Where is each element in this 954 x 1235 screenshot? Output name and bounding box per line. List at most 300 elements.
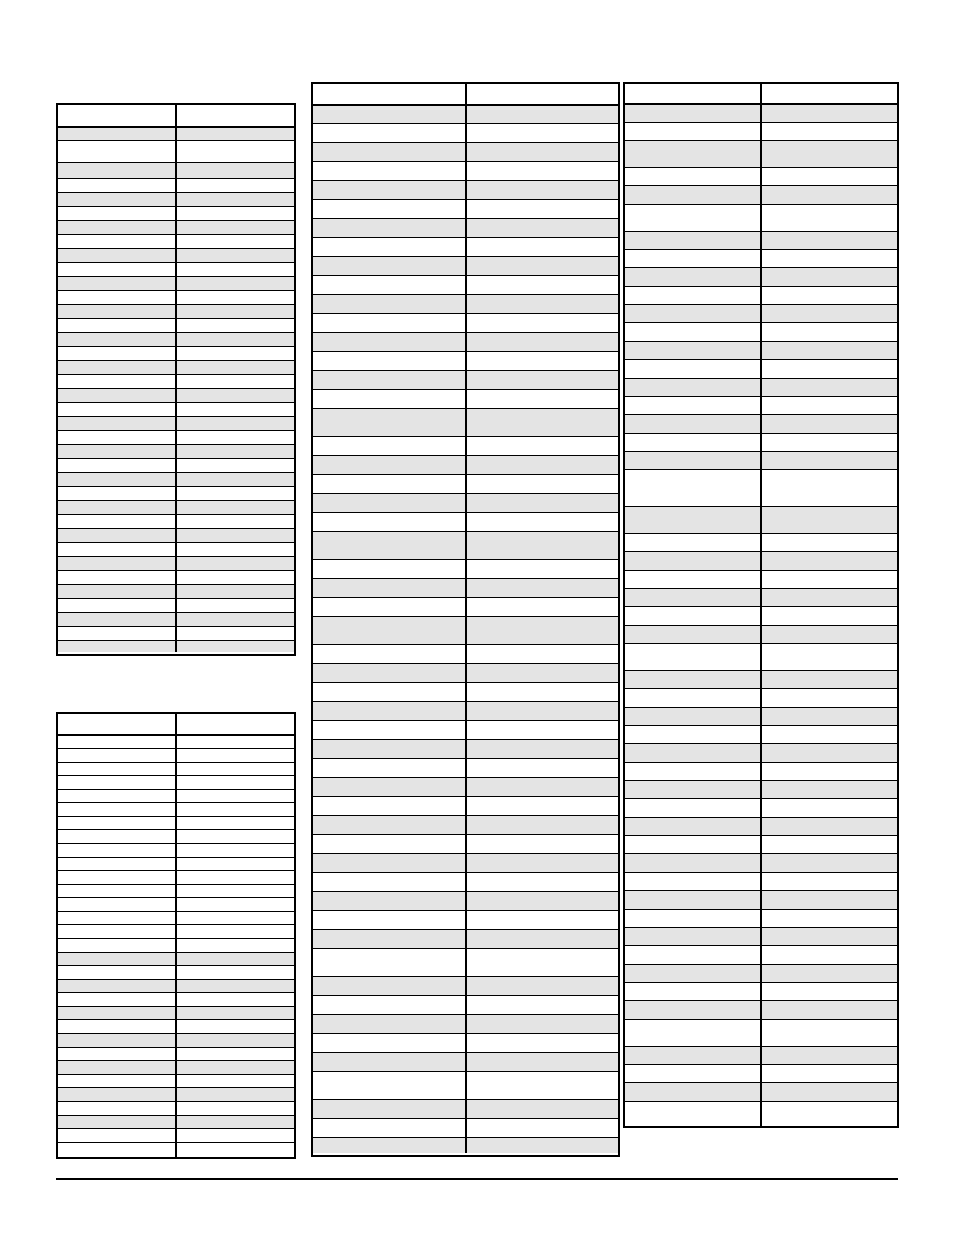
table-cell [58, 1075, 175, 1088]
table-row [58, 346, 294, 360]
table-cell [465, 257, 619, 275]
table-cell [313, 494, 465, 512]
table-cell [175, 235, 294, 248]
table-cell [58, 501, 175, 514]
table-row [625, 378, 897, 396]
table-row [58, 444, 294, 458]
table-cell [313, 1072, 465, 1099]
table-cell [760, 379, 897, 396]
table-cell [465, 617, 619, 644]
table-row [313, 616, 618, 644]
table-cell [313, 276, 465, 294]
table-row [58, 775, 294, 789]
table-cell [625, 671, 760, 688]
table-cell [175, 599, 294, 612]
table-row [58, 911, 294, 925]
table-cell [760, 534, 897, 551]
table-row [625, 551, 897, 569]
table-cell [760, 607, 897, 624]
table-row [313, 1014, 618, 1033]
table-cell [465, 702, 619, 720]
table-row [313, 313, 618, 332]
table-row [313, 332, 618, 351]
table-cell [465, 314, 619, 332]
table-cell [313, 930, 465, 948]
table-cell [465, 759, 619, 777]
table-cell [175, 445, 294, 458]
table-row [313, 351, 618, 370]
table-cell [625, 552, 760, 569]
table-cell [625, 818, 760, 835]
table-cell [465, 143, 619, 161]
table-cell [760, 781, 897, 798]
table-row [58, 332, 294, 346]
table-row [625, 231, 897, 249]
table-cell [313, 314, 465, 332]
table-cell [313, 996, 465, 1014]
table-row [625, 890, 897, 908]
table-cell [625, 571, 760, 588]
table-b [56, 712, 296, 1159]
table-cell [58, 249, 175, 262]
table-cell [58, 347, 175, 360]
table-cell [175, 389, 294, 402]
table-cell [58, 193, 175, 206]
table-cell [175, 557, 294, 570]
table-cell [58, 844, 175, 857]
table-cell [58, 375, 175, 388]
table-cell [175, 980, 294, 993]
table-row [58, 924, 294, 938]
table-cell [313, 560, 465, 578]
table-row [625, 204, 897, 231]
table-cell [313, 664, 465, 682]
table-row [313, 720, 618, 739]
table-row [625, 414, 897, 432]
table-row [625, 1019, 897, 1046]
table-cell [175, 361, 294, 374]
table-cell [465, 835, 619, 853]
table-cell [313, 219, 465, 237]
table-row [58, 1074, 294, 1088]
table-cell [465, 816, 619, 834]
table-cell [175, 417, 294, 430]
table-cell [465, 295, 619, 313]
table-cell [465, 560, 619, 578]
table-cell [313, 162, 465, 180]
table-cell [465, 778, 619, 796]
table-cell [465, 797, 619, 815]
table-cell [625, 452, 760, 469]
table-cell [625, 323, 760, 340]
table-row [625, 122, 897, 140]
table-cell [625, 854, 760, 871]
table-row [625, 625, 897, 643]
table-cell [313, 702, 465, 720]
table-row [313, 910, 618, 929]
table-row [58, 192, 294, 206]
table-row [625, 707, 897, 725]
table-cell [760, 744, 897, 761]
table-cell [465, 475, 619, 493]
table-row [313, 1137, 618, 1153]
table-cell [313, 181, 465, 199]
table-cell [760, 360, 897, 377]
table-cell [313, 797, 465, 815]
table-cell [760, 928, 897, 945]
table-cell [465, 494, 619, 512]
table-cell [760, 799, 897, 816]
table-cell [313, 257, 465, 275]
table-row [58, 1060, 294, 1074]
table-cell [58, 830, 175, 843]
table-row [313, 237, 618, 256]
table-row [58, 829, 294, 843]
column-header [625, 84, 760, 103]
table-cell [175, 1061, 294, 1074]
table-cell [760, 983, 897, 1000]
table-row [58, 1115, 294, 1129]
table-row [625, 341, 897, 359]
table-cell [465, 352, 619, 370]
table-row [58, 584, 294, 598]
table-cell [760, 507, 897, 533]
table-cell [175, 473, 294, 486]
table-row [58, 162, 294, 178]
table-cell [465, 721, 619, 739]
table-cell [625, 268, 760, 285]
table-cell [465, 911, 619, 929]
table-row [313, 834, 618, 853]
column-header [465, 84, 619, 104]
table-row [313, 1052, 618, 1071]
table-cell [313, 1119, 465, 1137]
table-cell [313, 598, 465, 616]
table-cell [625, 1047, 760, 1064]
table-cell [175, 141, 294, 162]
table-row [625, 688, 897, 706]
table-cell [58, 858, 175, 871]
table-cell [175, 277, 294, 290]
table-cell [175, 925, 294, 938]
table-row [58, 178, 294, 192]
table-row [625, 267, 897, 285]
table-cell [58, 277, 175, 290]
table-cell [760, 836, 897, 853]
table-cell [58, 803, 175, 816]
table-cell [58, 912, 175, 925]
table-row [625, 322, 897, 340]
table-cell [175, 803, 294, 816]
table-row [625, 964, 897, 982]
table-row [625, 606, 897, 624]
table-cell [175, 736, 294, 748]
table-cell [313, 977, 465, 995]
table-header-row [625, 84, 897, 103]
table-cell [760, 168, 897, 185]
table-cell [465, 1053, 619, 1071]
table-cell [313, 911, 465, 929]
table-cell [313, 143, 465, 161]
table-row [313, 218, 618, 237]
table-cell [625, 589, 760, 606]
table-cell [175, 1088, 294, 1101]
table-cell [625, 1001, 760, 1018]
table-row [58, 802, 294, 816]
table-row [625, 1101, 897, 1126]
table-cell [465, 1015, 619, 1033]
table-cell [175, 1075, 294, 1088]
table-cell [465, 437, 619, 455]
table-row [313, 493, 618, 512]
table-cell [760, 123, 897, 140]
table-cell [625, 873, 760, 890]
table-cell [58, 1048, 175, 1061]
table-cell [175, 790, 294, 803]
table-cell [175, 1116, 294, 1129]
table-cell [313, 106, 465, 123]
table-cell [760, 287, 897, 304]
table-cell [175, 529, 294, 542]
table-row [58, 1142, 294, 1158]
table-cell [175, 613, 294, 626]
table-row [625, 725, 897, 743]
table-cell [58, 431, 175, 444]
table-cell [760, 1020, 897, 1046]
table-cell [175, 501, 294, 514]
table-cell [760, 141, 897, 167]
table-cell [625, 1083, 760, 1100]
table-cell [625, 470, 760, 506]
table-cell [625, 141, 760, 167]
table-row [625, 872, 897, 890]
table-cell [58, 939, 175, 952]
table-cell [58, 1143, 175, 1158]
table-cell [625, 946, 760, 963]
table-cell [175, 817, 294, 830]
table-cell [625, 305, 760, 322]
table-row [58, 276, 294, 290]
table-row [58, 500, 294, 514]
table-row [58, 514, 294, 528]
table-row [313, 644, 618, 663]
table-cell [760, 470, 897, 506]
table-cell [760, 946, 897, 963]
table-row [625, 817, 897, 835]
table-cell [58, 163, 175, 178]
table-row [58, 1033, 294, 1047]
table-row [625, 140, 897, 167]
table-cell [760, 1047, 897, 1064]
table-row [58, 734, 294, 748]
table-cell [313, 645, 465, 663]
table-cell [175, 163, 294, 178]
table-cell [760, 1083, 897, 1100]
table-cell [760, 571, 897, 588]
table-cell [465, 532, 619, 559]
table-cell [760, 965, 897, 982]
table-cell [313, 1015, 465, 1033]
table-cell [175, 776, 294, 789]
table-cell [625, 689, 760, 706]
table-cell [313, 124, 465, 142]
table-row [625, 359, 897, 377]
table-cell [465, 124, 619, 142]
table-cell [58, 179, 175, 192]
column-header [313, 84, 465, 104]
table-cell [760, 434, 897, 451]
table-cell [625, 415, 760, 432]
table-cell [313, 721, 465, 739]
table-cell [760, 763, 897, 780]
table-row [625, 396, 897, 414]
table-header-row [58, 105, 294, 126]
table-cell [625, 726, 760, 743]
table-cell [175, 249, 294, 262]
table-row [313, 995, 618, 1014]
table-cell [760, 397, 897, 414]
table-cell [58, 459, 175, 472]
table-cell [58, 898, 175, 911]
table-cell [175, 585, 294, 598]
table-row [58, 640, 294, 652]
table-cell [175, 431, 294, 444]
table-cell [760, 415, 897, 432]
table-cell [625, 534, 760, 551]
table-row [58, 816, 294, 830]
table-c [311, 82, 620, 1157]
table-cell [58, 599, 175, 612]
table-row [625, 835, 897, 853]
table-row [313, 682, 618, 701]
table-cell [313, 1138, 465, 1153]
table-cell [58, 885, 175, 898]
table-row [58, 304, 294, 318]
table-cell [58, 1102, 175, 1115]
table-row [58, 870, 294, 884]
table-row [625, 945, 897, 963]
table-row [58, 262, 294, 276]
table-cell [175, 898, 294, 911]
table-row [58, 1047, 294, 1061]
table-a [56, 103, 296, 656]
table-row [313, 1071, 618, 1099]
table-row [58, 884, 294, 898]
table-row [313, 948, 618, 976]
table-cell [58, 445, 175, 458]
table-cell [760, 708, 897, 725]
table-cell [58, 953, 175, 966]
table-cell [58, 403, 175, 416]
table-cell [175, 193, 294, 206]
table-cell [465, 996, 619, 1014]
footer-rule [56, 1178, 898, 1180]
table-cell [625, 644, 760, 670]
column-header [58, 105, 175, 126]
table-cell [760, 552, 897, 569]
table-cell [760, 268, 897, 285]
table-row [625, 588, 897, 606]
table-cell [465, 200, 619, 218]
table-cell [760, 323, 897, 340]
table-cell [465, 930, 619, 948]
table-cell [58, 417, 175, 430]
table-row [58, 528, 294, 542]
table-cell [313, 854, 465, 872]
table-cell [175, 487, 294, 500]
table-cell [760, 305, 897, 322]
table-cell [58, 925, 175, 938]
table-row [625, 982, 897, 1000]
table-cell [313, 409, 465, 436]
table-row [313, 408, 618, 436]
table-cell [465, 409, 619, 436]
table-cell [58, 487, 175, 500]
table-row [313, 796, 618, 815]
table-cell [313, 740, 465, 758]
table-row [313, 275, 618, 294]
table-cell [313, 949, 465, 976]
table-cell [760, 1102, 897, 1126]
table-cell [175, 641, 294, 652]
table-cell [625, 983, 760, 1000]
column-header [175, 714, 294, 734]
table-row [58, 938, 294, 952]
table-row [313, 853, 618, 872]
table-cell [175, 319, 294, 332]
table-cell [175, 403, 294, 416]
table-row [625, 167, 897, 185]
table-cell [625, 708, 760, 725]
table-cell [175, 207, 294, 220]
table-cell [465, 1034, 619, 1052]
table-cell [313, 390, 465, 408]
table-cell [625, 507, 760, 533]
table-row [625, 743, 897, 761]
table-row [625, 1000, 897, 1018]
table-cell [58, 543, 175, 556]
table-cell [760, 250, 897, 267]
table-cell [313, 352, 465, 370]
table-cell [760, 105, 897, 121]
table-cell [313, 892, 465, 910]
table-cell [625, 891, 760, 908]
table-row [313, 104, 618, 123]
table-cell [313, 200, 465, 218]
table-row [313, 294, 618, 313]
table-row [313, 872, 618, 891]
table-cell [313, 873, 465, 891]
table-cell [760, 232, 897, 249]
table-cell [625, 928, 760, 945]
table-cell [313, 295, 465, 313]
table-row [58, 542, 294, 556]
table-cell [465, 106, 619, 123]
table-row [58, 360, 294, 374]
table-row [313, 976, 618, 995]
table-cell [313, 579, 465, 597]
table-cell [313, 513, 465, 531]
table-row [625, 249, 897, 267]
table-row [58, 843, 294, 857]
column-header [58, 714, 175, 734]
table-cell [465, 456, 619, 474]
table-row [313, 1033, 618, 1052]
table-cell [760, 1001, 897, 1018]
table-cell [465, 162, 619, 180]
table-row [58, 140, 294, 162]
table-row [625, 304, 897, 322]
